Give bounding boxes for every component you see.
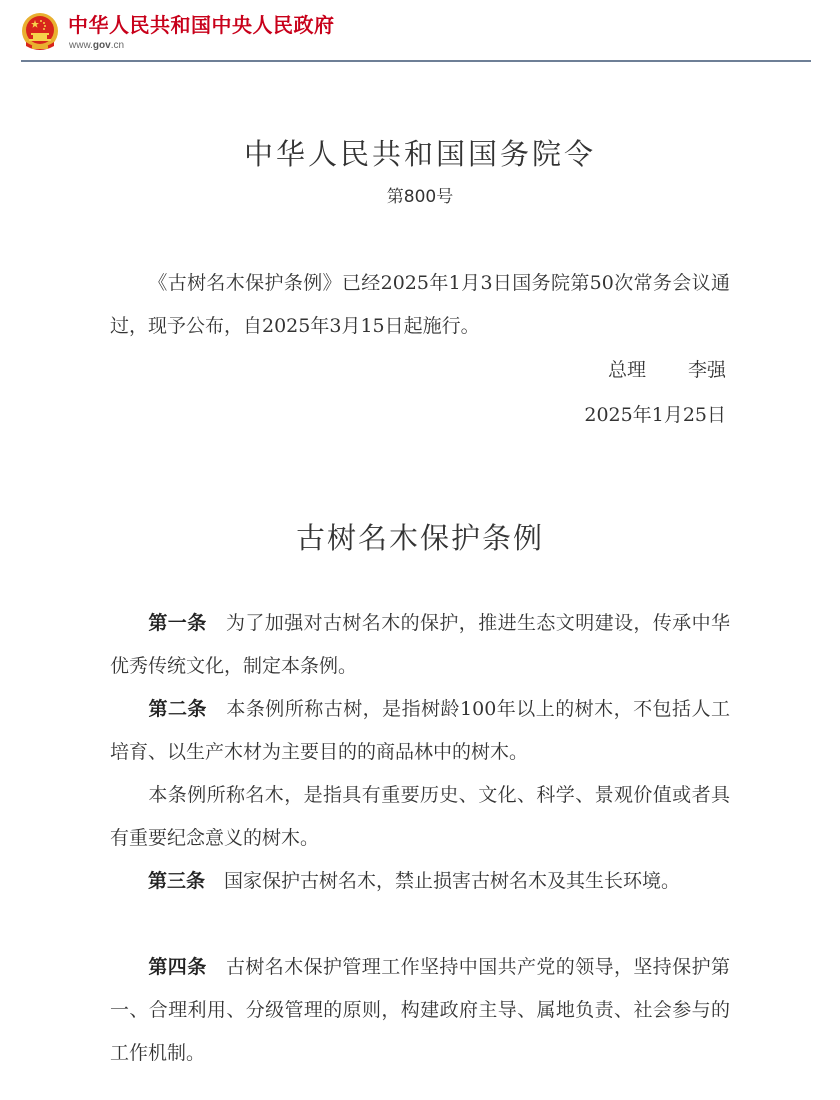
url-suffix: .cn <box>110 40 125 51</box>
regulation-title: 古树名木保护条例 <box>295 521 544 555</box>
article-text: 国家保护古树名木，禁止损害古树名木及其生长环境。 <box>224 870 681 892</box>
decree-date: 2025年1月25日 <box>584 404 726 426</box>
article-text: 古树名木保护管理工作坚持中国共产党的领导，坚持保护第一、合理利用、分级管理的原则，构建政府主导、属地负责、社会参与的工作机制。 <box>110 956 730 1064</box>
article-text: 本条例所称名木，是指具有重要历史、文化、科学、景观价值或者具有重要纪念意义的树木。 <box>110 784 730 849</box>
article-label: 第四条 <box>148 956 207 978</box>
url-prefix: www. <box>69 40 93 51</box>
article-3 <box>110 860 730 903</box>
site-header <box>0 0 840 64</box>
decree-title: 中华人民共和国国务院令 <box>243 137 596 171</box>
decree-body <box>110 262 730 348</box>
article-4 <box>110 946 730 1075</box>
article-1 <box>110 602 730 688</box>
site-url[interactable] <box>69 40 124 52</box>
header-divider <box>21 60 811 62</box>
article-label: 第一条 <box>148 612 207 634</box>
article-text: 本条例所称古树，是指树龄100年以上的树木，不包括人工培育、以生产木材为主要目的的商品林中的树木。 <box>110 698 730 763</box>
article-text: 为了加强对古树名木的保护，推进生态文明建设，传承中华优秀传统文化，制定本条例。 <box>110 612 730 677</box>
decree-number: 第800号 <box>386 187 454 207</box>
article-label: 第三条 <box>148 870 206 892</box>
national-emblem-icon[interactable] <box>20 12 60 52</box>
article-label: 第二条 <box>148 698 207 720</box>
article-2-paragraph-2 <box>110 774 730 860</box>
url-domain: gov <box>92 40 111 51</box>
site-name[interactable]: 中华人民共和国中央人民政府 <box>68 13 335 37</box>
signer-title: 总理 <box>607 359 646 381</box>
signer-name: 李强 <box>687 359 726 381</box>
article-2 <box>110 688 730 774</box>
signature <box>608 357 726 383</box>
decree-body-text: 《古树名木保护条例》已经2025年1月3日国务院第50次常务会议通过，现予公布，自2025年3月15日起施行。 <box>110 272 730 337</box>
